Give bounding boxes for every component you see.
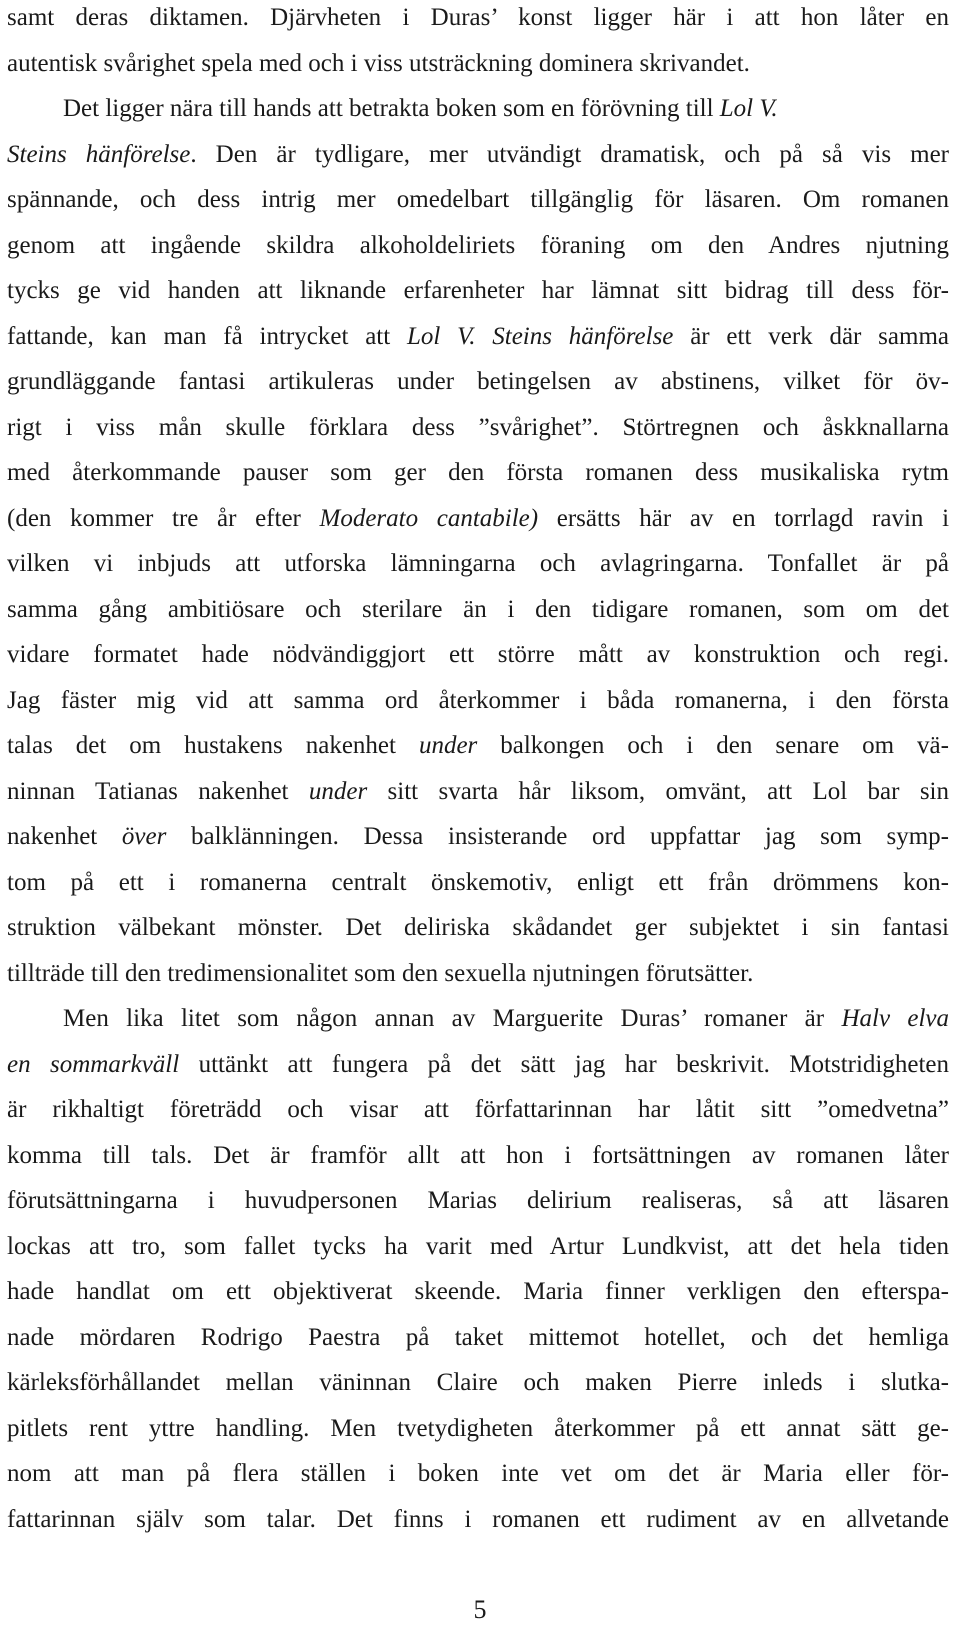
italic-text-segment: en sommarkväll — [7, 1050, 180, 1078]
text-segment: förutsättningarna i huvudpersonen Marias delirium realiseras, så att läsaren — [7, 1187, 949, 1214]
text-line — [7, 1411, 949, 1457]
text-line — [7, 910, 949, 956]
text-segment: grundläggande fantasi artikuleras under betingelsen av abstinens, vilket för öv- — [7, 368, 949, 395]
text-line — [7, 819, 949, 865]
text-segment: nom att man på flera ställen i boken inte vet om det är Maria eller för- — [7, 1460, 949, 1487]
text-segment: tycks ge vid handen att liknande erfarenheter har lämnat sitt bidrag till dess för- — [7, 277, 949, 304]
text-line — [7, 546, 949, 592]
text-line — [7, 364, 949, 410]
text-segment: Det ligger nära till hands att betrakta boken som en förövning till — [63, 95, 720, 122]
text-line — [7, 1456, 949, 1502]
text-segment: balklänningen. Dessa insisterande ord uppfattar jag som symp- — [166, 823, 949, 850]
text-segment: nade mördaren Rodrigo Paestra på taket mittemot hotellet, och det hemliga — [7, 1323, 949, 1351]
text-line — [7, 1001, 949, 1047]
text-segment: ersätts här av en torrlagd ravin i — [538, 504, 949, 532]
page-number: 5 — [473, 1595, 487, 1624]
text-line — [7, 1274, 949, 1320]
text-line — [7, 410, 949, 456]
italic-text-segment: Halv elva — [841, 1005, 949, 1032]
italic-text-segment: Lol V. — [719, 95, 778, 122]
italic-text-segment: Steins hänförelse — [7, 140, 191, 168]
text-segment: pitlets rent yttre handling. Men tvetydigheten återkommer på ett annat sätt ge- — [7, 1414, 949, 1442]
text-line — [7, 319, 949, 365]
text-segment: spännande, och dess intrig mer omedelbart tillgänglig för läsaren. Om romanen — [7, 186, 949, 213]
text-segment: uttänkt att fungera på det sätt jag har beskrivit. Motstridigheten — [179, 1050, 949, 1078]
text-line — [7, 1320, 949, 1366]
text-segment: tillträde till den tredimensionalitet som den sexuella njutningen förutsätter. — [7, 959, 754, 987]
text-segment: balkongen och i den senare om vä- — [477, 732, 949, 759]
text-segment: rigt i viss mån skulle förklara dess ”svårighet”. Störtregnen och åskknallarna — [7, 413, 949, 441]
text-line — [7, 683, 949, 729]
text-segment: är ett verk där samma — [673, 322, 949, 350]
text-segment: Jag fäster mig vid att samma ord återkommer i båda romanerna, i den första — [7, 686, 949, 714]
text-segment: Men lika litet som någon annan av Marguerite Duras’ romaner är — [63, 1005, 842, 1032]
text-segment: genom att ingående skildra alkoholdeliriets föraning om den Andres njutning — [7, 231, 949, 259]
text-segment: . Den är tydligare, mer utvändigt dramatisk, och på så vis mer — [190, 140, 949, 168]
text-segment: (den kommer tre år efter — [7, 504, 320, 532]
italic-text-segment: Moderato cantabile) — [319, 504, 539, 532]
text-line — [7, 0, 949, 46]
italic-text-segment: under — [418, 732, 478, 759]
text-segment: med återkommande pauser som ger den första romanen dess musikaliska rytm — [7, 459, 949, 486]
text-segment: struktion välbekant mönster. Det deliriska skådandet ger subjektet i sin fantasi — [7, 914, 949, 941]
text-segment: komma till tals. Det är framför allt att hon i fortsättningen av romanen låter — [7, 1141, 949, 1169]
text-line — [7, 91, 949, 137]
text-segment: tom på ett i romanerna centralt önskemotiv, enligt ett från drömmens kon- — [7, 868, 949, 896]
text-line — [7, 637, 949, 683]
text-segment: kärleksförhållandet mellan väninnan Claire och maken Pierre inleds i slutka- — [7, 1369, 949, 1396]
text-segment: lockas att tro, som fallet tycks ha varit med Artur Lundkvist, att det hela tiden — [7, 1232, 949, 1260]
text-line — [7, 956, 949, 1002]
text-line — [7, 592, 949, 638]
text-line — [7, 728, 949, 774]
text-segment: vilken vi inbjuds att utforska lämningarna och avlagringarna. Tonfallet är på — [7, 550, 949, 577]
text-segment: ninnan Tatianas nakenhet — [7, 777, 309, 805]
text-segment: är rikhaltigt företrädd och visar att författarinnan har låtit sitt ”omedvetna” — [7, 1096, 949, 1123]
text-line — [7, 273, 949, 319]
text-line — [7, 1502, 949, 1548]
text-line — [7, 455, 949, 501]
text-segment: samma gång ambitiösare och sterilare än i den tidigare romanen, som om det — [7, 595, 949, 623]
text-line — [7, 46, 949, 92]
text-segment: talas det om hustakens nakenhet — [7, 732, 419, 759]
text-line — [7, 137, 949, 183]
text-line — [7, 1183, 949, 1229]
body-text — [7, 0, 949, 1547]
text-segment: nakenhet — [7, 823, 122, 850]
text-line — [7, 1138, 949, 1184]
text-line — [7, 865, 949, 911]
text-line — [7, 228, 949, 274]
text-segment: samt deras diktamen. Djärvheten i Duras’ konst ligger här i att hon låter en — [7, 4, 949, 31]
text-segment: autentisk svårighet spela med och i viss utsträckning dominera skrivandet. — [7, 49, 750, 77]
text-segment: hade handlat om ett objektiverat skeende. Maria finner verkligen den efterspa- — [7, 1278, 949, 1305]
text-line — [7, 1047, 949, 1093]
italic-text-segment: över — [121, 823, 167, 850]
text-line — [7, 774, 949, 820]
text-line — [7, 1229, 949, 1275]
italic-text-segment: under — [308, 777, 368, 805]
text-line — [7, 182, 949, 228]
italic-text-segment: Lol V. Steins hänförelse — [407, 322, 674, 350]
text-line — [7, 1092, 949, 1138]
text-line — [7, 1365, 949, 1411]
text-line — [7, 501, 949, 547]
text-segment: sitt svarta hår liksom, omvänt, att Lol bar sin — [367, 777, 949, 805]
text-segment: vidare formatet hade nödvändiggjort ett större mått av konstruktion och regi. — [7, 641, 949, 668]
text-segment: fattarinnan själv som talar. Det finns i romanen ett rudiment av en allvetande — [7, 1505, 949, 1533]
text-segment: fattande, kan man få intrycket att — [7, 322, 407, 350]
